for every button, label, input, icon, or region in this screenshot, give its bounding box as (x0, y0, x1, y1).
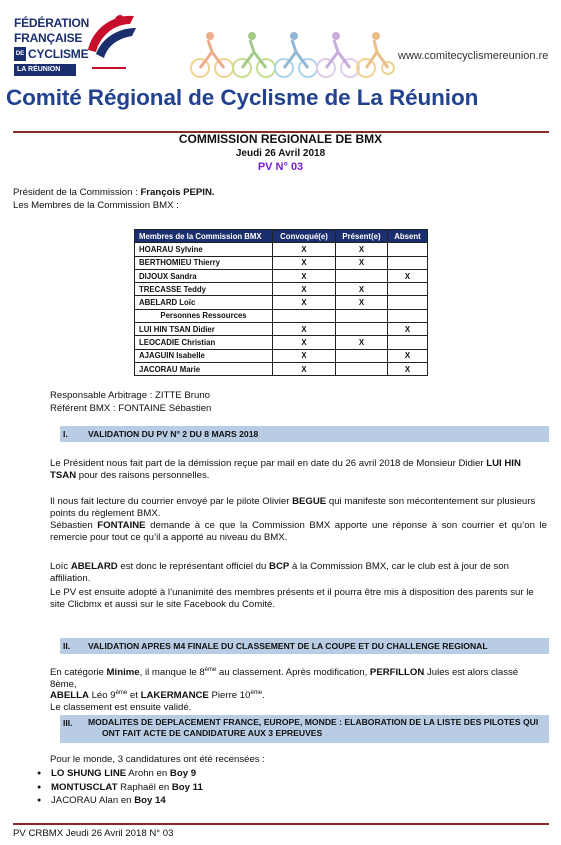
candidate-name: JACORAU (51, 795, 97, 806)
column-header: Absent (388, 230, 428, 243)
section-number: III. (63, 718, 73, 728)
candidate-category: Boy 14 (134, 795, 166, 806)
member-name: HOARAU Sylvine (135, 243, 273, 256)
present-cell: X (336, 336, 388, 349)
section-2-header (60, 638, 549, 654)
text-run: , il manque le 8 (139, 667, 205, 678)
list-item (37, 794, 203, 808)
member-name: ABELARD Loïc (135, 296, 273, 309)
text-run: Il nous fait lecture du courrier envoyé par le pilote Olivier (50, 496, 293, 507)
convoque-cell: X (273, 269, 336, 282)
list-item (37, 781, 203, 795)
text-run-bold: LAKERMANCE (140, 690, 209, 702)
present-cell (336, 269, 388, 282)
convoque-cell: X (273, 243, 336, 256)
text-run-bold: ABELLA (50, 690, 89, 702)
column-header: Membres de la Commission BMX (135, 230, 273, 243)
ffc-logo (10, 10, 138, 78)
cyclists-banner-image (180, 24, 395, 80)
text-run-bold: BCP (269, 561, 290, 572)
section-number: II. (63, 641, 71, 651)
section-3-intro: Pour le monde, 3 candidatures ont été recensées : (50, 754, 265, 765)
present-cell: X (336, 296, 388, 309)
member-name: JACORAU Marie (135, 362, 273, 375)
candidate-name: MONTUSCLAT (51, 781, 118, 793)
convoque-cell: X (273, 296, 336, 309)
table-row (135, 269, 428, 282)
text-run: Pierre 10 (208, 690, 251, 702)
text-run: au classement. Après modification, (216, 667, 370, 678)
president-name: François PEPIN. (140, 187, 215, 198)
logo-line-2: FRANÇAISE (14, 31, 83, 45)
page-title: Comité Régional de Cyclisme de La Réunion (6, 85, 479, 110)
text-run: Le classement est ensuite validé. (50, 701, 192, 713)
commission-title: COMMISSION REGIONALE DE BMX (178, 132, 383, 146)
table-subheader-row (135, 309, 428, 322)
cyclist-logo-icon (82, 10, 138, 74)
page-header (0, 0, 561, 115)
table-row (135, 362, 428, 375)
candidate-category: Boy 11 (171, 781, 203, 793)
absent-cell (388, 243, 428, 256)
present-cell (336, 349, 388, 362)
superscript: ème (115, 690, 128, 696)
text-run-bold: FONTAINE (97, 520, 146, 531)
text-run: Jules est alors classé 8ème, (50, 667, 519, 690)
text-run: est donc le représentant officiel du (117, 561, 270, 572)
referent-line: Référent BMX : FONTAINE Sébastien (50, 403, 212, 414)
section-1-paragraph-5: Le PV est ensuite adopté à l’unanimité des membres présents et il pourra être mis à disposition des parents sur le site Clicbmx et aussi sur le site Facebook du Comité. (50, 587, 534, 610)
superscript: ème (204, 666, 217, 673)
text-run: et (127, 690, 141, 702)
member-name: TRECASSE Teddy (135, 283, 273, 296)
section-title-line: MODALITES DE DEPLACEMENT FRANCE, EUROPE, MONDE : ELABORATION DE LA LISTE DES PILOTES QUI (88, 717, 539, 727)
president-label: Président de la Commission : (13, 187, 141, 198)
website-url: www.comitecyclismereunion.re (398, 50, 549, 62)
text-run-bold: PERFILLON (369, 667, 425, 678)
superscript: ème (250, 690, 263, 696)
present-cell (336, 323, 388, 336)
empty-cell (388, 309, 428, 322)
member-name: LEOCADIE Christian (135, 336, 273, 349)
page-footer: PV CRBMX Jeudi 26 Avril 2018 N° 03 (13, 828, 174, 839)
text-run: Sébastien (50, 520, 98, 531)
absent-cell: X (388, 362, 428, 375)
convoque-cell: X (273, 362, 336, 375)
candidate-name: LO SHUNG LINE (51, 768, 127, 779)
empty-cell (273, 309, 336, 322)
text-run: Alan en (96, 795, 135, 806)
absent-cell (388, 256, 428, 269)
text-run: . (262, 690, 265, 702)
text-run-bold: Minime (106, 667, 140, 678)
present-cell (336, 362, 388, 375)
absent-cell: X (388, 269, 428, 282)
section-title: VALIDATION APRES M4 FINALE DU CLASSEMENT DE LA COUPE ET DU CHALLENGE REGIONAL (88, 641, 488, 651)
text-run: Arohn en (126, 768, 170, 779)
member-name: BERTHOMIEU Thierry (135, 256, 273, 269)
logo-region: LA RÉUNION (14, 64, 76, 76)
table-row (135, 256, 428, 269)
table-row (135, 349, 428, 362)
column-header: Présent(e) (336, 230, 388, 243)
text-run-bold: ABELARD (70, 561, 118, 572)
section-title-line: ONT FAIT ACTE DE CANDIDATURE AUX 3 EPREUVES (102, 728, 323, 738)
pv-number: PV N° 03 (257, 161, 304, 173)
present-cell: X (336, 256, 388, 269)
absent-cell (388, 283, 428, 296)
candidates-list (37, 767, 203, 808)
list-item (37, 767, 203, 781)
section-number: I. (63, 429, 68, 439)
section-3-header (60, 715, 549, 743)
text-run-bold: BEGUE (292, 496, 327, 507)
present-cell: X (336, 243, 388, 256)
section-title (88, 717, 538, 739)
empty-cell (336, 309, 388, 322)
table-row (135, 296, 428, 309)
candidate-category: Boy 9 (169, 768, 197, 779)
meeting-date: Jeudi 26 Avril 2018 (235, 148, 326, 159)
absent-cell (388, 336, 428, 349)
president-line (13, 187, 543, 199)
convoque-cell: X (273, 336, 336, 349)
text-run: Loïc (50, 561, 71, 572)
text-run: qui manifeste son mécontentement sur plusieurs points du règlement BMX. (50, 496, 536, 519)
table-row (135, 336, 428, 349)
absent-cell: X (388, 323, 428, 336)
members-table (134, 229, 428, 376)
arbitrage-line: Responsable Arbitrage : ZITTE Bruno (50, 390, 210, 401)
resource-persons-label: Personnes Ressources (135, 309, 273, 322)
present-cell: X (336, 283, 388, 296)
table-row (135, 323, 428, 336)
section-1-paragraph-2 (50, 496, 547, 519)
section-1-paragraph-3 (50, 520, 547, 543)
text-run: à la Commission BMX, car le club est à jour de son affiliation. (50, 561, 509, 584)
text-run: demande à ce que la Commission BMX apporte une réponse à son courrier et qu’on le remercie pour tout ce qu’il a apporté au niveau du BMX. (50, 520, 547, 543)
logo-de: DE (14, 47, 26, 61)
member-name: LUI HIN TSAN Didier (135, 323, 273, 336)
text-run: Léo 9 (88, 690, 116, 702)
section-2-paragraph (50, 667, 547, 713)
text-run: Le Président nous fait part de la démission reçue par mail en date du 26 avril 2018 de Monsieur Didier (50, 458, 487, 469)
text-run: Raphaël en (117, 781, 172, 793)
table-row (135, 283, 428, 296)
logo-line-1: FÉDÉRATION (14, 16, 90, 30)
section-1-paragraph-4 (50, 561, 547, 584)
section-1-header (60, 426, 549, 442)
convoque-cell: X (273, 283, 336, 296)
convoque-cell: X (273, 256, 336, 269)
table-header-row (135, 230, 428, 243)
convoque-cell: X (273, 349, 336, 362)
absent-cell (388, 296, 428, 309)
table-row (135, 243, 428, 256)
member-name: DIJOUX Sandra (135, 269, 273, 282)
section-1-paragraph-1 (50, 458, 547, 481)
footer-divider (13, 823, 549, 825)
convoque-cell: X (273, 323, 336, 336)
text-run-bold: LUI HIN TSAN (50, 458, 521, 481)
member-name: AJAGUIN Isabelle (135, 349, 273, 362)
column-header: Convoqué(e) (273, 230, 336, 243)
absent-cell: X (388, 349, 428, 362)
text-run: pour des raisons personnelles. (76, 469, 210, 481)
text-run: En catégorie (50, 667, 107, 678)
logo-line-3: CYCLISME (28, 47, 89, 61)
section-title: VALIDATION DU PV N° 2 DU 8 MARS 2018 (88, 429, 259, 439)
members-label: Les Membres de la Commission BMX : (13, 200, 179, 211)
